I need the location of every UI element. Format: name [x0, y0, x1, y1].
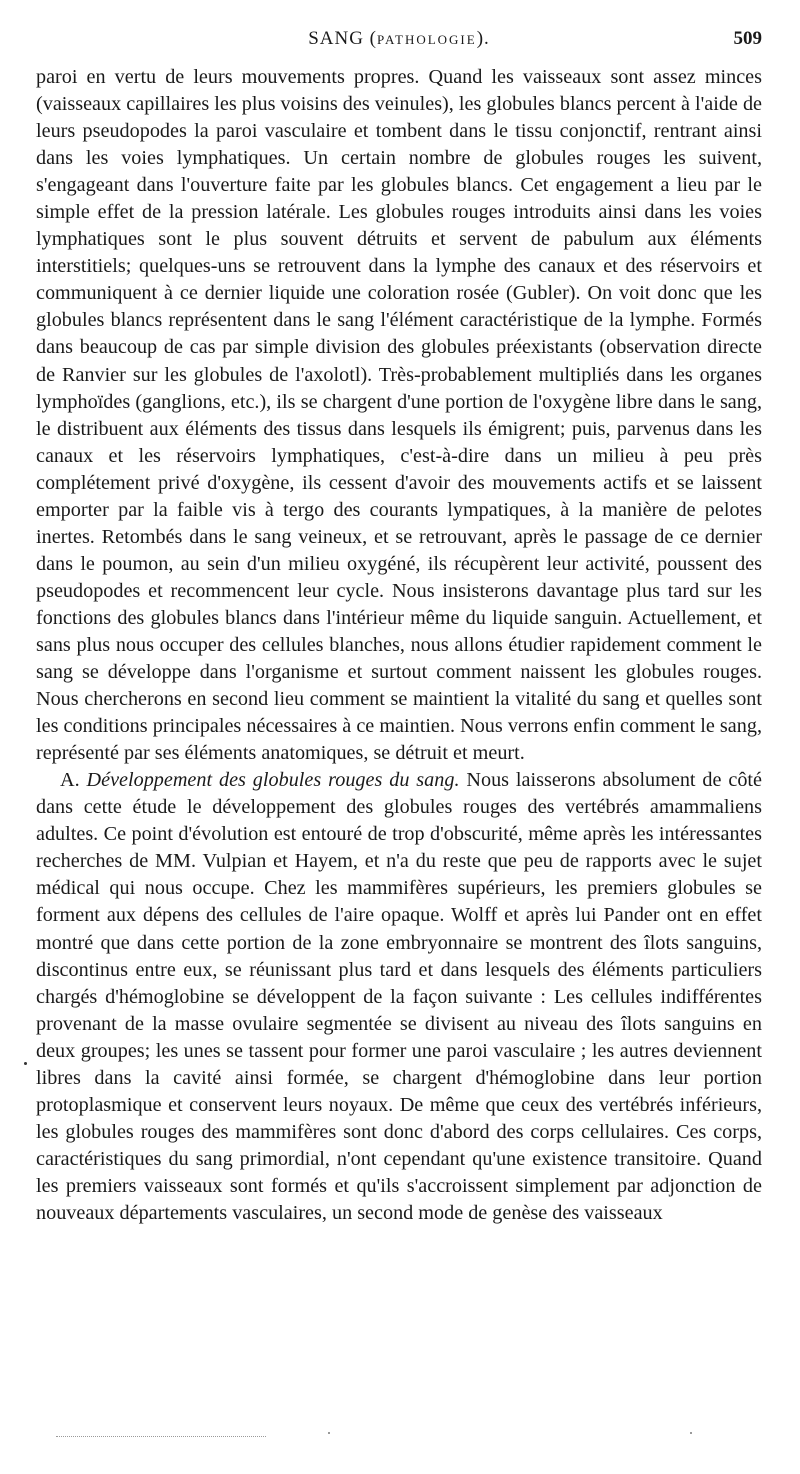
footer-mark [690, 1432, 692, 1434]
running-head-end: ). [476, 28, 490, 49]
paragraph-2-text: Nous laisserons absolument de côté dans cette étude le développement des globules rouges des vertébrés amammaliens adultes. Ce point d'évolution est entouré de trop d'obscurité, même après les intéressantes recherches de MM. Vulpian et Hayem, et n'a du reste que peu de rapports avec le sujet médical qui nous occupe. Chez les mammifères supérieurs, les premiers globules se forment aux dépens des cellules de l'aire opaque. Wolff et après lui Pander ont en effet montré que dans cette portion de la zone embryonnaire se montrent des îlots sanguins, discontinus entre eux, se réunissant plus tard et dans lesquels des éléments particuliers chargés d'hémoglobine se développent de la façon suivante : Les cellules indifférentes provenant de la masse ovulaire segmentée se divisent au niveau des îlots sanguins en deux groupes; les unes se tassent pour former une paroi vasculaire ; les autres deviennent libres dans la cavité ainsi formée, se chargent d'hémoglobine dans leur portion protoplasmique et conservent leurs noyaux. De même que ceux des vertébrés inférieurs, les globules rouges des mammifères sont donc d'abord des corps cellulaires. Ces corps, caractéristiques du sang primordial, n'ont cependant qu'une existence transitoire. Quand les premiers vaisseaux sont formés et qu'ils s'accroissent simplement par adjonction de nouveaux départements vasculaires, un second mode de genèse des vaisseaux [36, 769, 762, 1224]
page-header [36, 28, 762, 58]
body-text [36, 64, 762, 1227]
section-label: A. [60, 769, 80, 792]
paragraph-2 [36, 767, 762, 1227]
page-number: 509 [733, 28, 762, 49]
section-title: Développement des globules rouges du sang. [86, 769, 460, 792]
paragraph-1: paroi en vertu de leurs mouvements propres. Quand les vaisseaux sont assez minces (vaisseaux capillaires les plus voisins des veinules), les globules blancs percent à l'aide de leurs pseudopodes la paroi vasculaire et tombent dans le tissu conjonctif, rentrant ainsi dans les voies lymphatiques. Un certain nombre de globules rouges les suivent, s'engageant dans l'ouverture faite par les globules blancs. Cet engagement a lieu par le simple effet de la pression latérale. Les globules rouges introduits ainsi dans les voies lymphatiques sont le plus souvent détruits et servent de pabulum aux éléments interstitiels; quelques-uns se retrouvent dans la lymphe des canaux et des réservoirs et communiquent à ce dernier liquide une coloration rosée (Gubler). On voit donc que les globules blancs représentent dans le sang l'élément caractéristique de la lymphe. Formés dans beaucoup de cas par simple division des globules préexistants (observation directe de Ranvier sur les globules de l'axolotl). Très-probablement multipliés dans les organes lymphoïdes (ganglions, etc.), ils se chargent d'une portion de l'oxygène libre dans le sang, le distribuent aux éléments des tissus dans lesquels ils émigrent; puis, parvenus dans les canaux et les réservoirs lymphatiques, c'est-à-dire dans un milieu à peu près complétement privé d'oxygène, ils cessent d'avoir des mouvements actifs et se laissent emporter par la faible vis à tergo des courants lympatiques, à la manière de pelotes inertes. Retombés dans le sang veineux, et se retrouvant, après le passage de ce dernier dans le poumon, au sein d'un milieu oxygéné, ils récupèrent leur activité, poussent des pseudopodes et recommencent leur cycle. Nous insisterons davantage plus tard sur les fonctions des globules blancs dans l'intérieur même du liquide sanguin. Actuellement, et sans plus nous occuper des cellules blanches, nous allons étudier rapidement comment le sang se développe dans l'organisme et surtout comment naissent les globules rouges. Nous chercherons en second lieu comment se maintient la vitalité du sang et quelles sont les conditions principales nécessaires à ce maintien. Nous verrons enfin comment le sang, représenté par ses éléments anatomiques, se détruit et meurt. [36, 66, 762, 765]
margin-mark [24, 1062, 27, 1065]
running-head-main: SANG ( [308, 28, 378, 49]
footer-dotted-rule [56, 1436, 266, 1437]
footer-mark [328, 1432, 330, 1434]
running-head [36, 28, 762, 50]
running-head-section: PATHOLOGIE [377, 32, 477, 47]
